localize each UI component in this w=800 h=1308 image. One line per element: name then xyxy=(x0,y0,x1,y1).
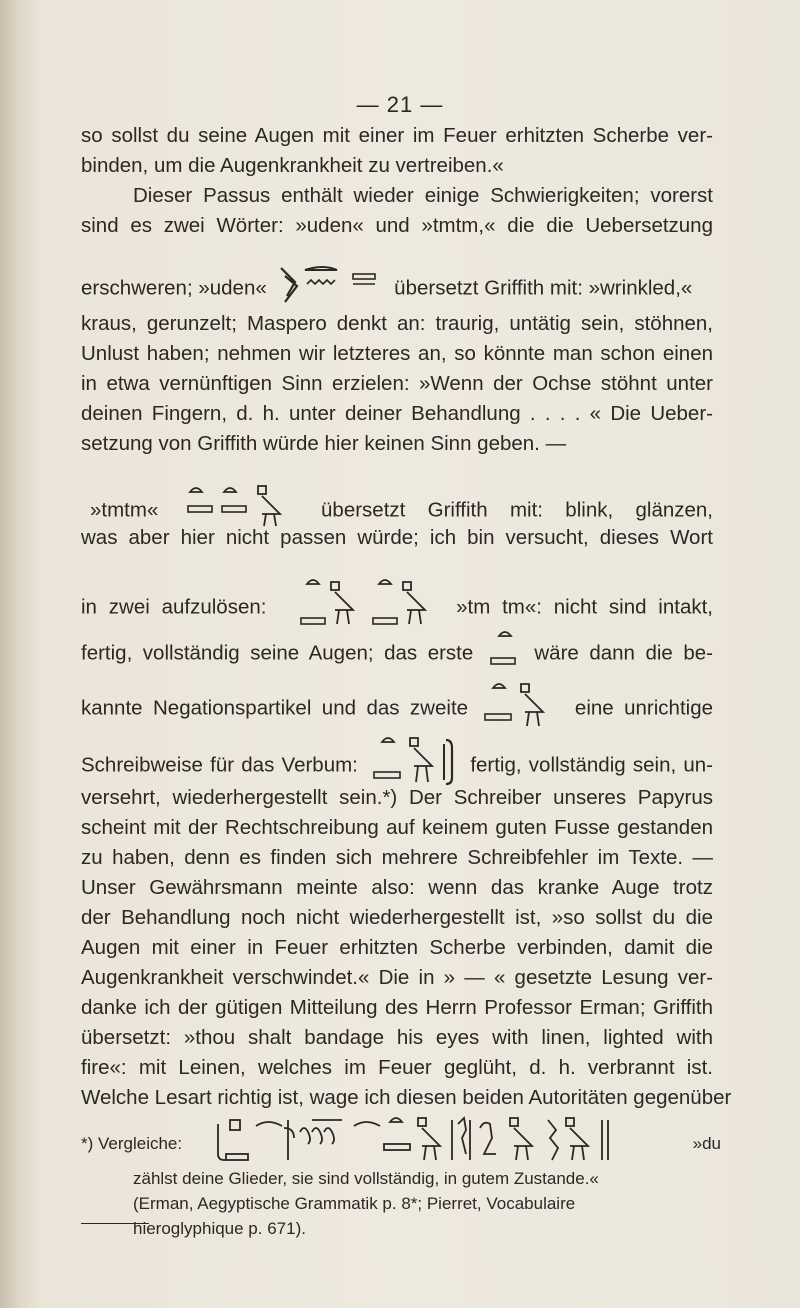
text-segment: in zwei aufzulösen: xyxy=(81,595,267,619)
text-line: übersetzt: »thou shalt bandage his eyes with linen, lighted with xyxy=(81,1026,713,1049)
text-line: kraus, gerunzelt; Maspero denkt an: traurig, untätig sein, stöhnen, xyxy=(81,312,713,335)
footnote-line: (Erman, Aegyptische Grammatik p. 8*; Pierret, Vocabulaire xyxy=(133,1194,576,1213)
text-line-with-glyph xyxy=(81,680,713,738)
text-line: so sollst du seine Augen mit einer im Feuer erhitzten Scherbe ver- xyxy=(81,124,713,147)
hieroglyph-footnote-icon xyxy=(212,1114,662,1173)
text-segment: »tm tm«: nicht sind intakt, xyxy=(456,595,714,619)
text-line: versehrt, wiederhergestellt sein.*) Der Schreiber unseres Papyrus xyxy=(81,786,713,809)
text-segment: übersetzt Griffith mit: blink, glänzen, xyxy=(321,498,713,522)
page-number: — 21 — xyxy=(356,92,444,117)
text-line: scheint mit der Rechtschreibung auf keinem guten Fusse gestanden xyxy=(81,816,713,839)
text-line: setzung von Griffith würde hier keinen Sinn geben. — xyxy=(81,432,567,455)
footnote-line: hieroglyphique p. 671). xyxy=(133,1219,306,1238)
text-segment: übersetzt Griffith mit: »wrinkled,« xyxy=(394,276,693,300)
footnote-line: zählst deine Glieder, sie sind vollständig, in gutem Zustande.« xyxy=(133,1169,599,1188)
text-segment: fertig, vollständig sein, un- xyxy=(470,753,714,777)
text-line: in etwa vernünftigen Sinn erzielen: »Wenn der Ochse stöhnt unter xyxy=(81,372,713,395)
footnote-line-with-glyphs xyxy=(81,1114,721,1173)
text-line: zu haben, denn es finden sich mehrere Schreibfehler im Texte. — xyxy=(81,846,713,869)
text-segment: wäre dann die be- xyxy=(534,641,713,665)
text-line: Unlust haben; nehmen wir letzteres an, so könnte man schon einen xyxy=(81,342,713,365)
text-segment: kannte Negationspartikel und das zweite xyxy=(81,696,469,720)
text-line: sind es zwei Wörter: »uden« und »tmtm,« die die Uebersetzung xyxy=(81,214,713,237)
text-line: deinen Fingern, d. h. unter deiner Behandlung . . . . « Die Ueber- xyxy=(81,402,713,425)
text-line: Welche Lesart richtig ist, wage ich diesen beiden Autoritäten gegenüber xyxy=(81,1086,732,1109)
footnote-lead: *) Vergleiche: xyxy=(81,1134,183,1153)
text-line: fire«: mit Leinen, welches im Feuer geglüht, d. h. verbrannt ist. xyxy=(81,1056,713,1079)
text-line: Augen mit einer in Feuer erhitzten Scherbe verbinden, damit die xyxy=(81,936,713,959)
text-line: Dieser Passus enthält wieder einige Schwierigkeiten; vorerst xyxy=(133,184,713,207)
text-line: der Behandlung noch nicht wiederhergestellt ist, »so sollst du die xyxy=(81,906,713,929)
footnote-tail: »du xyxy=(692,1134,721,1153)
hieroglyph-uden-icon xyxy=(275,262,385,316)
text-line: Augenkrankheit verschwindet.« Die in » — « gesetzte Lesung ver- xyxy=(81,966,713,989)
hieroglyph-tm-icon xyxy=(487,628,521,680)
text-segment: fertig, vollständig seine Augen; das erste xyxy=(81,641,474,665)
text-line: Unser Gewährsmann meinte also: wenn das kranke Auge trotz xyxy=(81,876,713,899)
text-segment: »tmtm« xyxy=(90,498,159,522)
text-segment: eine unrichtige xyxy=(574,696,713,720)
text-line-with-glyph xyxy=(81,262,713,316)
text-line-with-glyph xyxy=(81,628,713,680)
text-line: binden, um die Augenkrankheit zu vertreiben.« xyxy=(81,154,504,177)
text-segment: erschweren; »uden« xyxy=(81,276,267,300)
text-line: was aber hier nicht passen würde; ich bin versucht, dieses Wort xyxy=(81,526,713,549)
text-line: danke ich der gütigen Mitteilung des Herrn Professor Erman; Griffith xyxy=(81,996,713,1019)
text-segment: Schreibweise für das Verbum: xyxy=(81,753,358,777)
hieroglyph-tm-with-bird-icon xyxy=(481,680,561,738)
